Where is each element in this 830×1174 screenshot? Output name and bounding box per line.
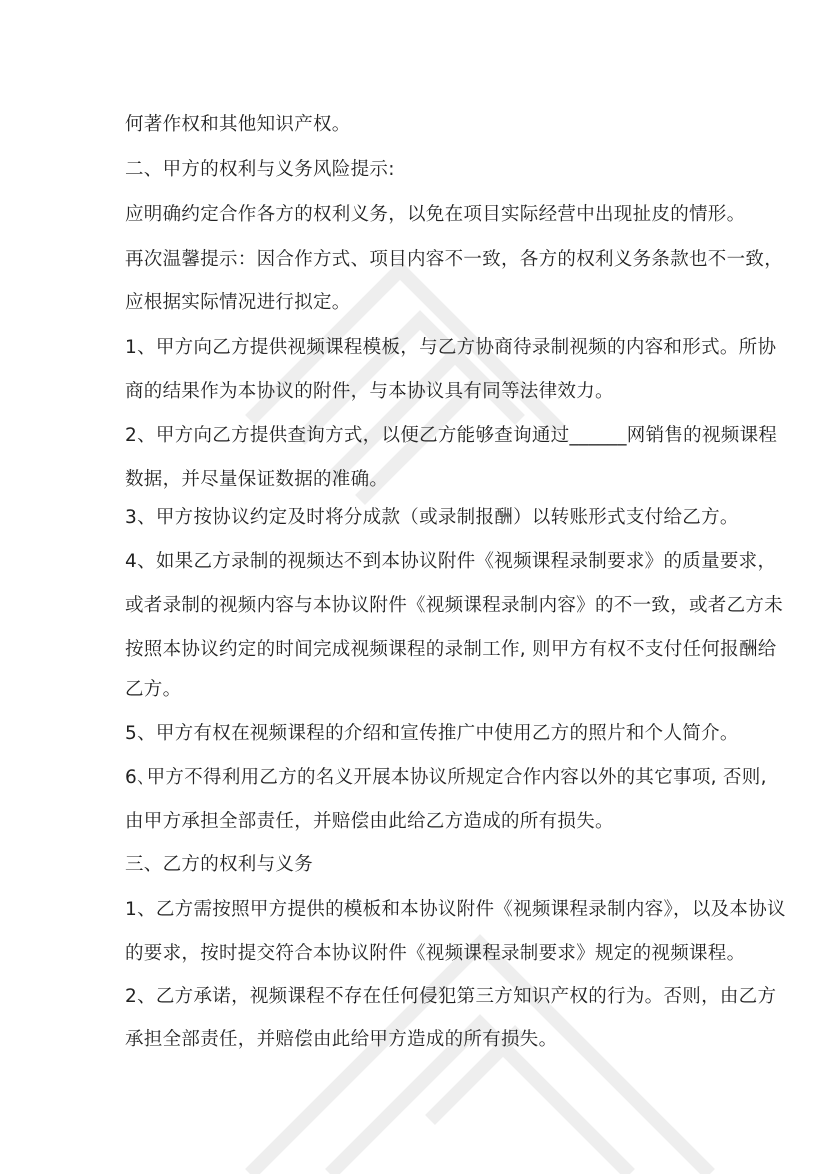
section-heading: 三、乙方的权利与义务 — [125, 854, 314, 875]
clause-line: 或者录制的视频内容与本协议附件《视频课程录制内容》的不一致，或者乙方未 — [125, 595, 784, 616]
clause-line: 乙方。 — [125, 679, 182, 700]
clause-line: 承担全部责任，并赔偿由此给甲方造成的所有损失。 — [125, 1029, 558, 1050]
clause-line: 1、甲方向乙方提供视频课程模板，与乙方协商待录制视频的内容和形式。所协 — [125, 337, 777, 358]
clause-line: 6､甲方不得利用乙方的名义开展本协议所规定合作内容以外的其它事项, 否则, — [125, 767, 767, 788]
text-line: 应明确约定合作各方的权利义务，以免在项目实际经营中出现扯皮的情形。 — [125, 204, 746, 225]
clause-line: 数据，并尽量保证数据的准确。 — [125, 469, 389, 490]
clause-line: 由甲方承担全部责任，并赔偿由此给乙方造成的所有损失。 — [125, 811, 614, 832]
clause-line: 2、乙方承诺，视频课程不存在任何侵犯第三方知识产权的行为。否则，由乙方 — [125, 986, 777, 1007]
text-line: 再次温馨提示：因合作方式、项目内容不一致，各方的权利义务条款也不一致， — [125, 249, 784, 270]
clause-line: 2、甲方向乙方提供查询方式，以便乙方能够查询通过______网销售的视频课程 — [125, 425, 778, 446]
text-line: 应根据实际情况进行拟定。 — [125, 292, 351, 313]
clause-line: 按照本协议约定的时间完成视频课程的录制工作, 则甲方有权不支付任何报酬给 — [125, 639, 777, 660]
clause-line: 1、乙方需按照甲方提供的模板和本协议附件《视频课程录制内容》，以及本协议 — [125, 899, 786, 920]
clause-line: 4、如果乙方录制的视频达不到本协议附件《视频课程录制要求》的质量要求， — [125, 551, 777, 572]
clause-line: 3、甲方按协议约定及时将分成款（或录制报酬）以转账形式支付给乙方。 — [125, 507, 739, 528]
section-heading: 二、甲方的权利与义务风险提示: — [125, 159, 395, 180]
clause-line: 5、甲方有权在视频课程的介绍和宣传推广中使用乙方的照片和个人简介。 — [125, 723, 739, 744]
clause-line: 的要求，按时提交符合本协议附件《视频课程录制要求》规定的视频课程。 — [125, 943, 746, 964]
clause-line: 商的结果作为本协议的附件，与本协议具有同等法律效力。 — [125, 381, 614, 402]
text-line: 何著作权和其他知识产权。 — [125, 114, 351, 135]
